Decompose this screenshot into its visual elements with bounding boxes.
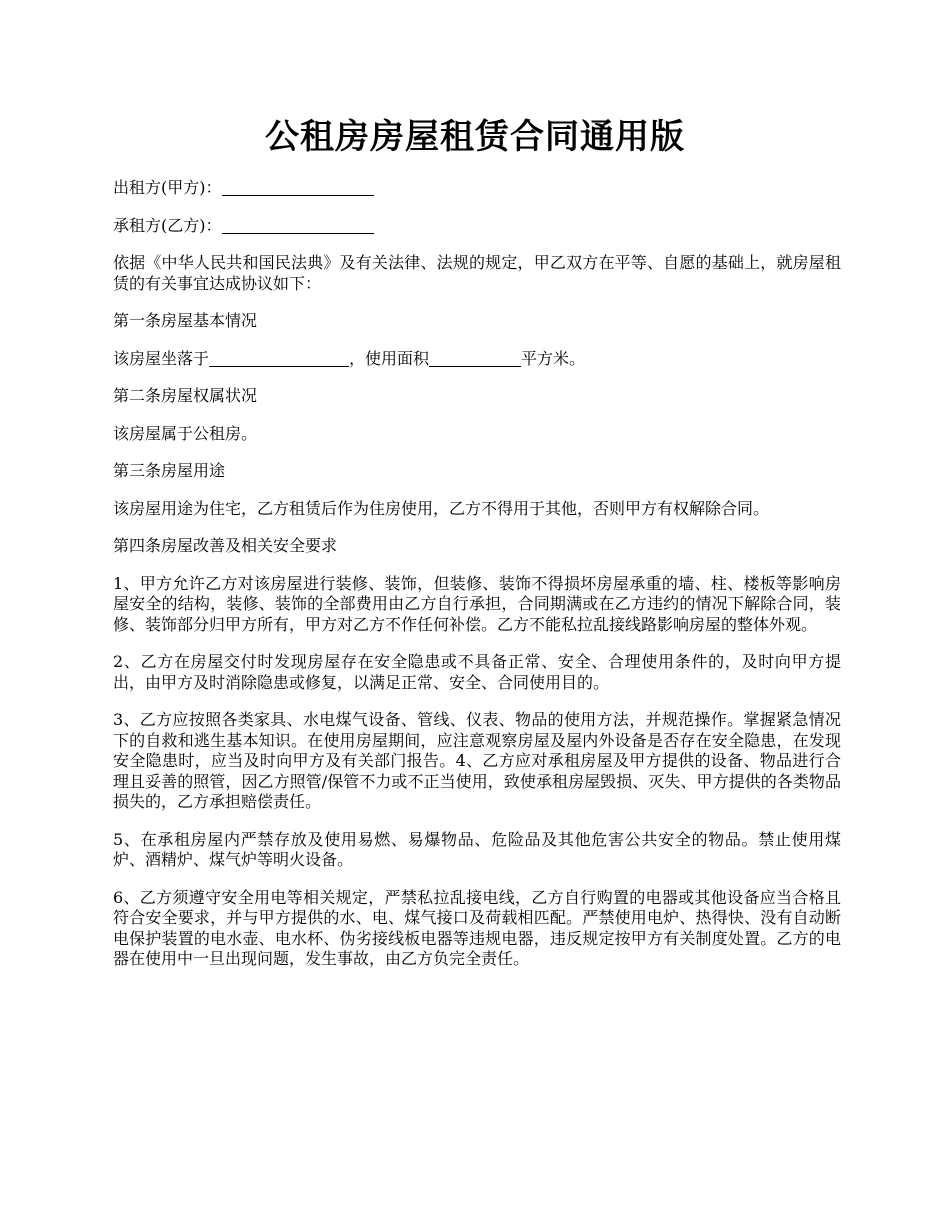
article-2-heading: 第二条房屋权属状况 xyxy=(113,386,258,405)
preamble: 依据《中华人民共和国民法典》及有关法律、法规的规定，甲乙双方在平等、自愿的基础上，就房屋租赁的有关事宜达成协议如下： xyxy=(113,253,841,293)
article-4-item-6: 6、乙方须遵守安全用电等相关规定，严禁私拉乱接电线，乙方自行购置的电器或其他设备应当合格且符合安全要求，并与甲方提供的水、电、煤气接口及荷载相匹配。严禁使用电炉、热得快、没有自动断电保护装置的电水壶、电水杯、伪劣接线板电器等违规电器，违反规定按甲方有关制度处置。乙方的电器在使用中一旦出现问题，发生事故，由乙方负完全责任。 xyxy=(113,887,841,968)
area-suffix: 平方米。 xyxy=(521,348,586,368)
article-4-heading: 第四条房屋改善及相关安全要求 xyxy=(113,536,338,555)
location-prefix: 该房屋坐落于 xyxy=(113,348,210,368)
article-4-item-1: 1、甲方允许乙方对该房屋进行装修、装饰，但装修、装饰不得损坏房屋承重的墙、柱、楼板等影响房屋安全的结构，装修、装饰的全部费用由乙方自行承担，合同期满或在乙方违约的情况下解除合同，装修、装饰部分归甲方所有，甲方对乙方不作任何补偿。乙方不能私拉乱接线路影响房屋的整体外观。 xyxy=(113,573,841,634)
article-2-text: 该房屋属于公租房。 xyxy=(113,423,258,443)
lessor-blank xyxy=(222,179,374,196)
article-1-location-line xyxy=(113,349,841,370)
article-4-item-5: 5、在承租房屋内严禁存放及使用易燃、易爆物品、危险品及其他危害公共安全的物品。禁止使用煤炉、酒精炉、煤气炉等明火设备。 xyxy=(113,829,841,869)
article-3-text: 该房屋用途为住宅，乙方租赁后作为住房使用，乙方不得用于其他，否则甲方有权解除合同。 xyxy=(113,498,770,518)
area-blank xyxy=(429,350,521,367)
lessor-line xyxy=(113,178,841,199)
document-body xyxy=(113,178,841,987)
article-3-heading: 第三条房屋用途 xyxy=(113,461,226,480)
lessee-blank xyxy=(222,217,374,234)
location-blank xyxy=(209,350,349,367)
article-4-item-2: 2、乙方在房屋交付时发现房屋存在安全隐患或不具备正常、安全、合理使用条件的，及时向甲方提出，由甲方及时消除隐患或修复，以满足正常、安全、合同使用目的。 xyxy=(113,652,841,692)
article-1-heading: 第一条房屋基本情况 xyxy=(113,311,258,330)
document-title: 公租房房屋租赁合同通用版 xyxy=(265,117,685,157)
article-4-item-3: 3、乙方应按照各类家具、水电煤气设备、管线、仪表、物品的使用方法，并规范操作。掌握紧急情况下的自救和逃生基本知识。在使用房屋期间，应注意观察房屋及屋内外设备是否存在安全隐患，在发现安全隐患时，应当及时向甲方及有关部门报告。4、乙方应对承租房屋及甲方提供的设备、物品进行合理且妥善的照管，因乙方照管/保管不力或不正当使用，致使承租房屋毁损、灭失、甲方提供的各类物品损失的，乙方承担赔偿责任。 xyxy=(113,710,841,811)
lessee-line xyxy=(113,216,841,237)
area-prefix: ，使用面积 xyxy=(349,348,430,368)
lessor-label: 出租方(甲方)： xyxy=(113,178,222,197)
lessee-label: 承租方(乙方)： xyxy=(113,215,222,235)
